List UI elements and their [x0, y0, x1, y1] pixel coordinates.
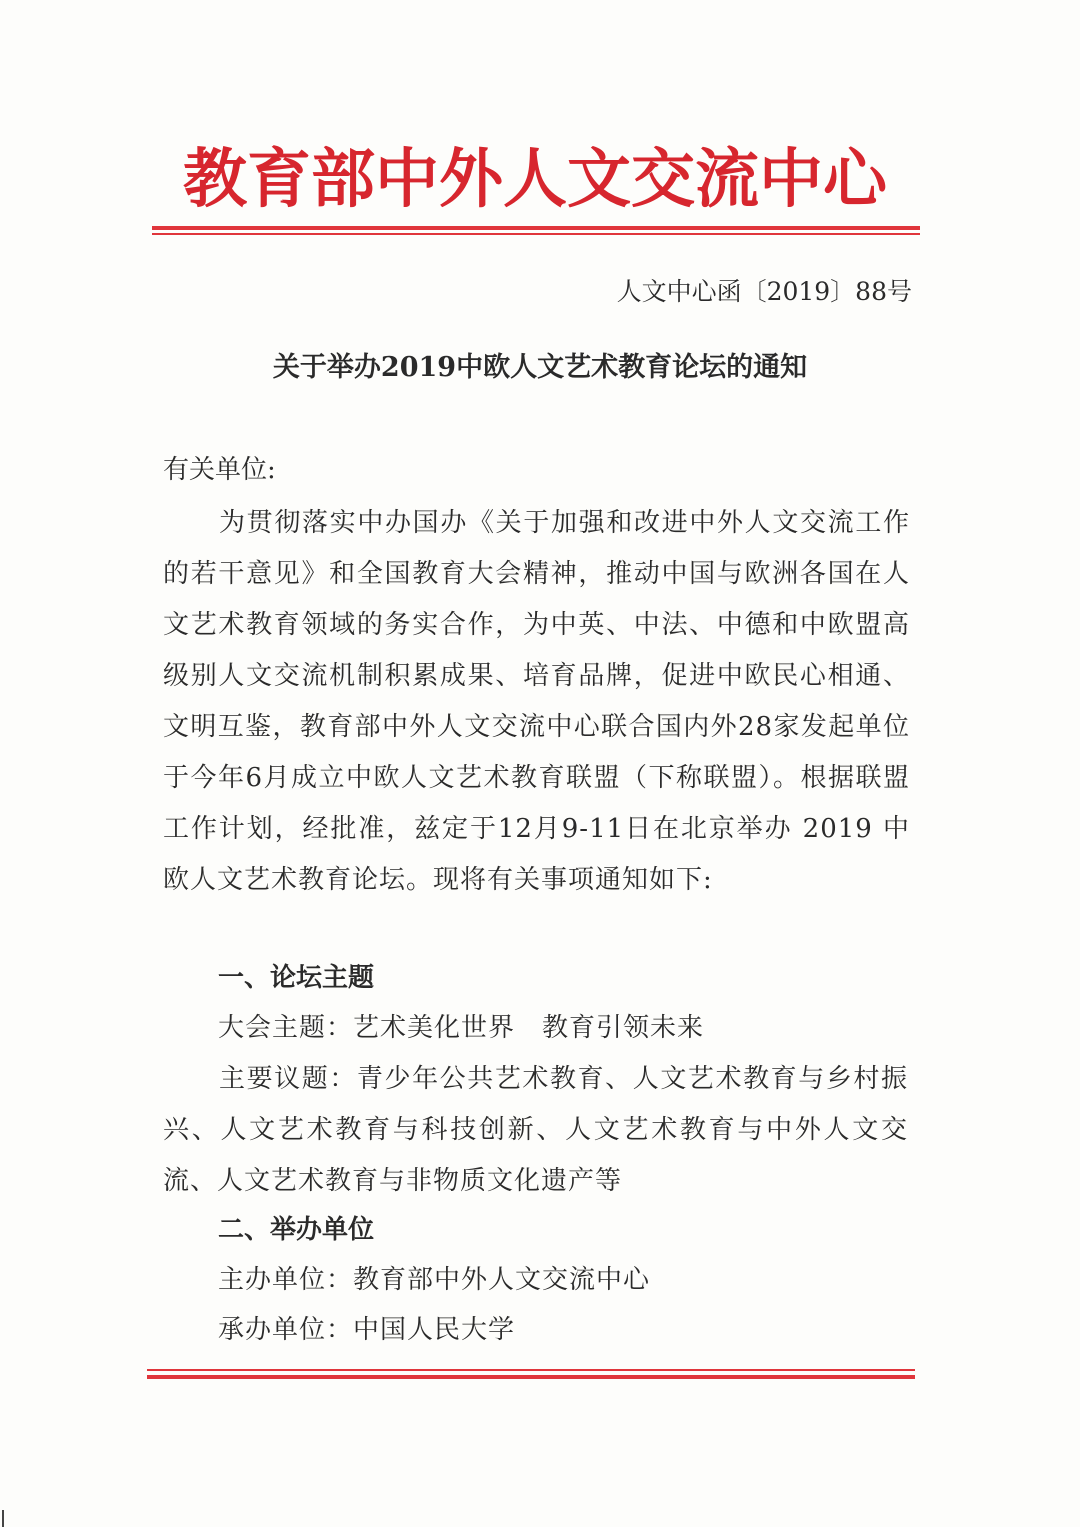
letterhead-rule-thick: [152, 226, 920, 230]
section-2-organizer: 承办单位：中国人民大学: [218, 1315, 516, 1345]
section-1-theme: 大会主题：艺术美化世界 教育引领未来: [218, 1013, 705, 1043]
intro-paragraph: 为贯彻落实中办国办《关于加强和改进中外人文交流工作的若干意见》和全国教育大会精神，推动中国与欧洲各国在人文艺术教育领域的务实合作，为中英、中法、中德和中欧盟高级别人文交流机制积累成果、培育品牌，促进中欧民心相通、文明互鉴，教育部中外人文交流中心联合国内外28家发起单位于今年6月成立中欧人文艺术教育联盟（下称联盟）。根据联盟工作计划，经批准，兹定于12月9-11日在北京举办 2019 中欧人文艺术教育论坛。现将有关事项通知如下:: [163, 508, 910, 895]
section-1-heading: 一、论坛主题: [218, 963, 375, 993]
footer-rule-thin: [147, 1369, 915, 1371]
document-title: 关于举办2019中欧人文艺术教育论坛的通知: [272, 352, 808, 383]
document-number: 人文中心函〔2019〕88号: [616, 277, 912, 306]
section-2-heading: 二、举办单位: [218, 1215, 375, 1245]
org-letterhead: 教育部中外人文交流中心: [183, 143, 887, 217]
section-1-topics: 主要议题：青少年公共艺术教育、人文艺术教育与乡村振兴、人文艺术教育与科技创新、人文艺术教育与中外人文交流、人文艺术教育与非物质文化遗产等: [163, 1064, 908, 1196]
footer-rule-thick: [147, 1375, 915, 1379]
salutation: 有关单位:: [163, 455, 276, 485]
section-2-host: 主办单位：教育部中外人文交流中心: [218, 1265, 651, 1295]
scan-margin-mark: [2, 1510, 4, 1527]
letterhead-rule-thin: [152, 233, 920, 235]
